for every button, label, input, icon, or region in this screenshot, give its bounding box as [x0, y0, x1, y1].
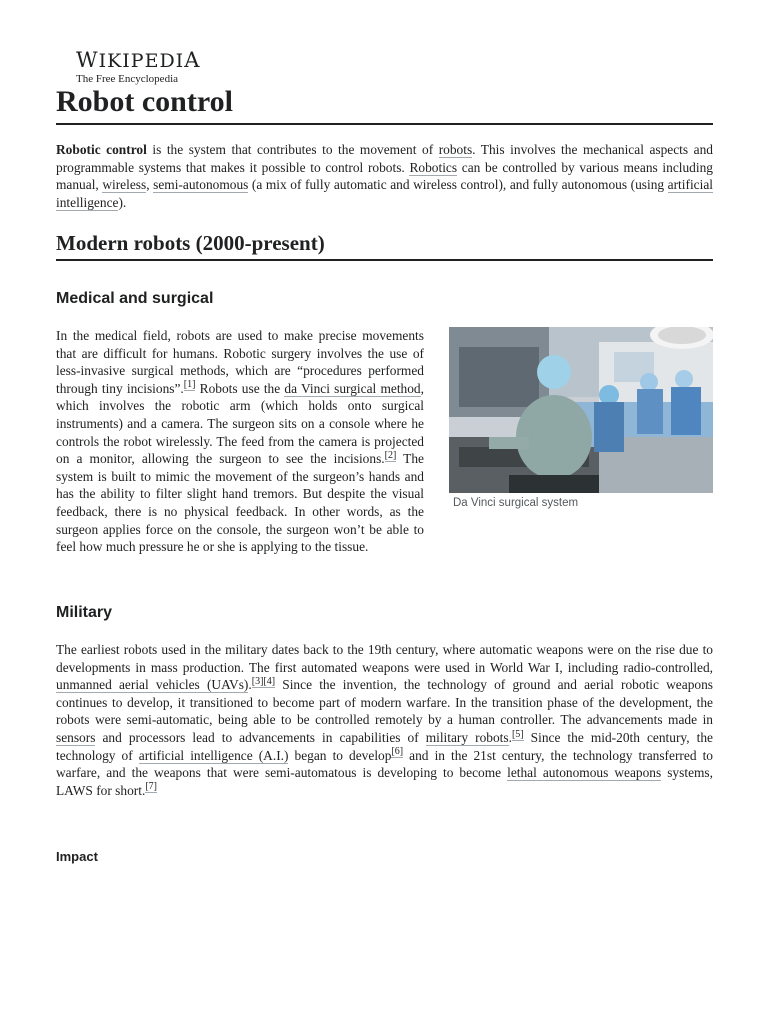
da-vinci-surgical-photo[interactable]	[449, 327, 713, 493]
figure-da-vinci	[449, 327, 713, 511]
ref-5[interactable]: [5]	[511, 728, 524, 740]
section-heading-modern-robots: Modern robots (2000-present)	[56, 228, 713, 261]
link-artificial-intelligence-ai[interactable]: artificial intelligence (A.I.)	[138, 747, 289, 763]
medical-paragraph: In the medical field, robots are used to make precise movements that are difficult for humans. Robotic surgery involves the use of less-invasive surgical methods, which are “procedures performed through tiny incisions”.[1] Robots use the da Vinci surgical method, which involves the robotic arm (which holds onto surgical instruments) and a camera. The surgeon sits on a console where he controls the robot wirelessly. The feed from the camera is projected on a monitor, allowing the surgeon to see the incisions.[2] The system is built to mimic the movement of the surgeon’s hands and has the ability to filter slight hand tremors. But despite the visual feedback, there is no physical feedback. In other words, as the surgeon applies force on the console, the surgeon won’t be able to feel how much pressure he or she is applying to the tissue.	[56, 328, 424, 555]
wikipedia-logo[interactable]	[76, 50, 276, 86]
ref-1[interactable]: [1]	[183, 379, 196, 391]
link-sensors[interactable]: sensors	[56, 729, 96, 745]
figure-caption: Da Vinci surgical system	[453, 497, 579, 509]
ref-4[interactable]: [4]	[263, 675, 276, 687]
link-artificial-intelligence[interactable]: artificial intelligence	[56, 177, 714, 210]
ref-3[interactable]: [3]	[251, 675, 264, 687]
link-semi-autonomous[interactable]: semi-autonomous	[153, 177, 249, 193]
medical-section-body	[56, 327, 713, 556]
ref-6[interactable]: [6]	[391, 746, 404, 758]
logo-tagline: The Free Encyclopedia	[76, 73, 179, 85]
ref-7[interactable]: [7]	[145, 781, 157, 793]
page-title: Robot control	[56, 82, 713, 125]
military-paragraph: The earliest robots used in the military dates back to the 19th century, where automatic weapons were on the rise due to developments in mass production. The first automated weapons were used in World War I, including radio-controlled, unmanned aerial vehicles (UAVs).[3][4] Since the invention, the technology of ground and aerial robotic weapons continues to develop, it transitioned to become part of modern warfare. In the transition phase of the development, the robots were semi-automatic, being able to be controlled remotely by a human controller. The advancements made in sensors and processors lead to advancements in capabilities of military robots.[5] Since the mid-20th century, the technology of artificial intelligence (A.I.) began to develop[6] and in the 21st century, the technology transferred to warfare, and the weapons that were semi-automatous is developing to become lethal autonomous weapons systems, LAWS for short.[7]	[56, 642, 713, 798]
link-robotics[interactable]: Robotics	[409, 159, 458, 175]
link-uavs[interactable]: unmanned aerial vehicles (UAVs)	[56, 677, 249, 693]
link-military-robots[interactable]: military robots	[425, 729, 509, 745]
link-da-vinci-surgical-method[interactable]: da Vinci surgical method	[284, 380, 421, 396]
subsection-heading-military: Military	[56, 604, 113, 621]
intro-paragraph: Robotic control is the system that contributes to the movement of robots. This involves the mechanical aspects and programmable systems that makes it possible to control robots. Robotics can be controlled by various means including manual, wireless, semi-autonomous (a mix of fully automatic and wireless control), and fully autonomous (using artificial intelligence).	[56, 142, 714, 210]
intro-bold-term: Robotic control	[56, 142, 147, 157]
logo-wordmark: WIKIPEDIA	[76, 48, 201, 72]
link-lethal-autonomous-weapons[interactable]: lethal autonomous weapons	[507, 765, 662, 781]
link-robots[interactable]: robots	[438, 142, 473, 157]
subsubsection-heading-impact: Impact	[56, 849, 98, 864]
ref-2[interactable]: [2]	[384, 449, 397, 461]
link-wireless[interactable]: wireless	[102, 177, 147, 193]
subsection-heading-medical: Medical and surgical	[56, 290, 214, 307]
